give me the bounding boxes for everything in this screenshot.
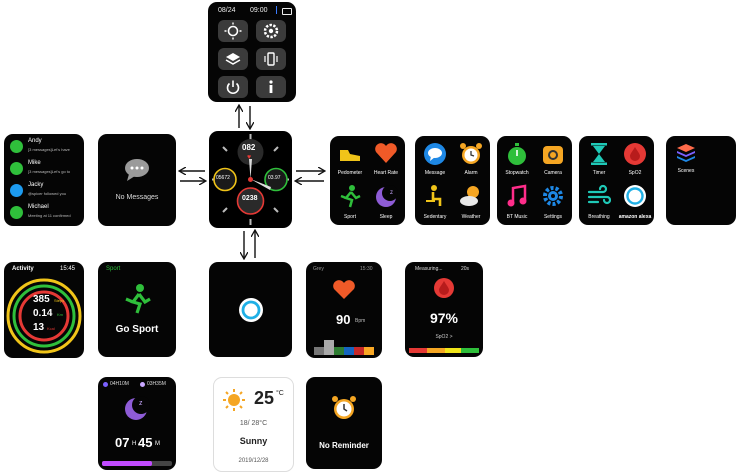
spo2-value: 97% <box>429 310 459 326</box>
menu-item-label: Stopwatch <box>505 170 529 176</box>
menu-item-label: BT Music <box>506 214 528 220</box>
menu-item-label: Sport <box>344 214 356 220</box>
temperature-value: 25 <box>254 388 275 408</box>
svg-text:z: z <box>390 190 393 196</box>
calories-complication: 0238 <box>242 195 258 202</box>
menu-item-label: Alarm <box>464 170 478 176</box>
heart-rate-unit: Bpm <box>355 318 366 324</box>
menu-item-label: Breathing <box>588 214 610 220</box>
temperature-range: 18/ 28°C <box>239 420 268 427</box>
spo2-countdown: 20s <box>461 266 470 272</box>
menu-item-label: amazon alexa <box>618 214 652 220</box>
no-reminder-label: No Reminder <box>319 441 369 450</box>
notification-text: @spicer followed you <box>28 191 67 196</box>
menu-item-label: Message <box>424 170 446 176</box>
menu-item-label: Camera <box>544 170 562 176</box>
temperature-unit: °C <box>276 390 284 397</box>
deep-sleep-duration: 04H10M <box>110 381 129 387</box>
calories-value: 13 <box>33 322 45 333</box>
status-time: 09:00 <box>250 7 268 14</box>
spo2-status: Measuring... <box>415 266 443 272</box>
status-date: 08/24 <box>218 7 236 14</box>
sport-title: Sport <box>106 266 121 272</box>
notification-sender: Mike <box>28 160 41 166</box>
menu-item-label: Heart Rate <box>373 170 399 176</box>
calories-unit: Kcal <box>47 326 55 331</box>
weather-condition: Sunny <box>239 436 268 446</box>
activity-title: Activity <box>12 266 34 272</box>
menu-item-label: Scenes <box>677 168 695 174</box>
minutes-unit: M <box>155 441 160 447</box>
notification-sender: Michael <box>28 204 49 210</box>
hours-unit: H <box>132 441 137 447</box>
distance-unit: Km <box>57 312 63 317</box>
menu-item-label: Settings <box>543 214 563 220</box>
menu-item-label: Timer <box>592 170 606 176</box>
menu-item-label: Sedentary <box>423 214 447 220</box>
steps-complication: 05672 <box>216 175 230 181</box>
notification-text: [3 messages]Let's have <box>28 147 70 152</box>
menu-item-label: Sleep <box>379 214 393 220</box>
svg-text:z: z <box>139 400 143 407</box>
heart-rate-time: 15:30 <box>360 266 373 272</box>
menu-item-label: Pedometer <box>337 170 363 176</box>
notification-text: [3 messages]Let's go to <box>28 169 71 174</box>
activity-time: 15:45 <box>60 266 76 272</box>
heart-icon: ♥ <box>247 154 252 161</box>
notification-text: Meeting at 11 confirmed <box>28 213 71 218</box>
sleep-minutes: 45 <box>138 435 153 450</box>
steps-unit: Steps <box>54 298 65 303</box>
steps-value: 385 <box>33 294 50 305</box>
spo2-label: SpO2 > <box>435 334 453 340</box>
notification-sender: Jacky <box>28 182 44 188</box>
menu-item-label: SpO2 <box>628 170 642 176</box>
heart-rate-complication: 082 <box>242 143 256 152</box>
go-sport-label: Go Sport <box>115 324 159 335</box>
weather-date: 2019/12/28 <box>238 458 269 464</box>
distance-complication: 03.97 <box>268 175 281 181</box>
notification-sender: Andy <box>28 138 42 144</box>
distance-value: 0.14 <box>33 308 53 319</box>
no-messages-label: No Messages <box>115 194 159 201</box>
menu-item-label: Weather <box>461 214 481 220</box>
heart-rate-title: Grey <box>313 266 324 272</box>
light-sleep-duration: 03H35M <box>147 381 166 387</box>
heart-rate-value: 90 <box>336 312 351 327</box>
sleep-hours: 07 <box>115 435 130 450</box>
